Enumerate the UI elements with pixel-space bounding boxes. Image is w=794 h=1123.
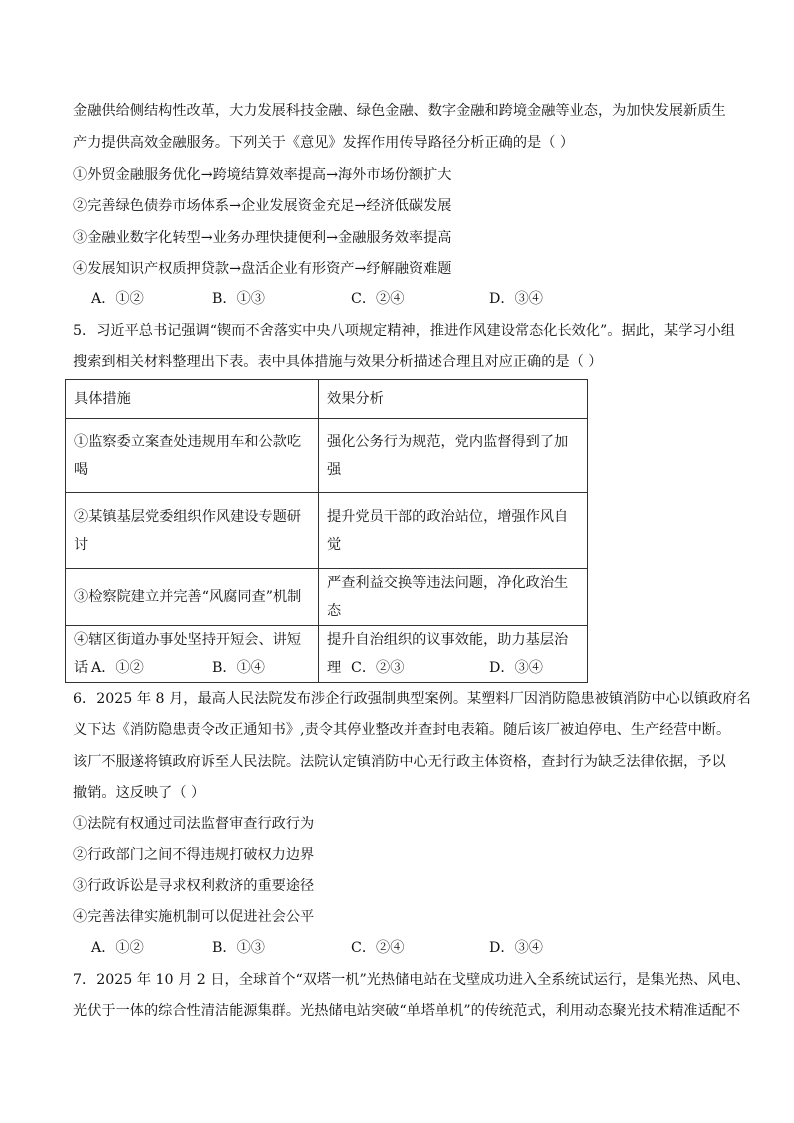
q4-option-a: A．①② — [91, 291, 144, 307]
table-row — [66, 419, 588, 493]
q5-stem-line-1: 5．习近平总书记强调“锲而不舍落实中央八项规定精神，推进作风建设常态化长效化”。据此，某学习小组 — [73, 323, 735, 339]
q4-statement-3: ③金融业数字化转型→业务办理快捷便利→金融服务效率提高 — [73, 230, 452, 246]
q7-stem-line-2: 光伏于一体的综合性清洁能源集群。光热储电站突破“单塔单机”的传统范式，利用动态聚光技术精准适配不 — [73, 1003, 741, 1019]
q4-option-d: D．③④ — [489, 291, 543, 307]
table-header-row — [66, 380, 588, 419]
measure-text: ②某镇基层党委组织作风建设专题研 — [74, 508, 302, 525]
table-cell-measure: ④辖区街道办事处坚持开短会、讲短话 — [66, 626, 319, 683]
q6-option-b: B．①③ — [212, 940, 265, 956]
q6-option-a: A．①② — [91, 940, 144, 956]
table-cell-measure — [66, 419, 319, 493]
measure-text-wrap: 讨 — [74, 536, 89, 553]
q5-option-d: D．③④ — [489, 660, 543, 676]
q6-options — [91, 937, 711, 959]
measure-text: ①监察委立案查处违规用车和公款吃 — [74, 433, 302, 450]
q6-statement-1: ①法院有权通过司法监督审查行政行为 — [73, 816, 315, 832]
q5-option-a: A．①② — [91, 660, 144, 676]
q5-option-b: B．①④ — [212, 660, 265, 676]
table-cell-measure — [66, 493, 319, 569]
q6-stem-line-1: 6．2025 年 8 月，最高人民法院发布涉企行政强制典型案例。某塑料厂因消防隐患被镇消防中心以镇政府名 — [73, 691, 751, 707]
q4-stem-line-1: 金融供给侧结构性改革，大力发展科技金融、绿色金融、数字金融和跨境金融等业态，为加快发展新质生 — [73, 103, 726, 119]
q6-stem-line-3: 该厂不服遂将镇政府诉至人民法院。法院认定镇消防中心无行政主体资格，查封行为缺乏法律依据，予以 — [73, 754, 726, 770]
table-cell-effect: 提升党员干部的政治站位，增强作风自觉 — [319, 493, 588, 569]
q6-option-c: C．②④ — [351, 940, 405, 956]
q6-stem-line-2: 义下达《消防隐患责令改正通知书》,责令其停业整改并查封电表箱。随后该厂被迫停电、生产经营中断。 — [73, 722, 731, 738]
table-row — [66, 569, 588, 626]
q6-statement-3: ③行政诉讼是寻求权利救济的重要途径 — [73, 878, 315, 894]
table-row — [66, 493, 588, 569]
table-cell-measure: ③检察院建立并完善“风腐同查”机制 — [66, 569, 319, 626]
table-cell-effect: 强化公务行为规范，党内监督得到了加强 — [319, 419, 588, 493]
q6-statement-4: ④完善法律实施机制可以促进社会公平 — [73, 909, 315, 925]
table-cell-effect: 提升自治组织的议事效能，助力基层治理 — [319, 626, 588, 683]
q6-option-d: D．③④ — [489, 940, 543, 956]
q4-option-c: C．②④ — [351, 291, 405, 307]
q5-stem-line-2: 搜索到相关材料整理出下表。表中具体措施与效果分析描述合理且对应正确的是（ ） — [73, 354, 603, 370]
q4-statement-1: ①外贸金融服务优化→跨境结算效率提高→海外市场份额扩大 — [73, 167, 452, 183]
q4-stem-line-2: 产力提供高效金融服务。下列关于《意见》发挥作用传导路径分析正确的是（ ） — [73, 135, 575, 151]
table-header-measure: 具体措施 — [66, 380, 319, 419]
q5-options — [91, 657, 711, 679]
measure-text-wrap: 喝 — [74, 461, 89, 478]
q6-stem-line-4: 撤销。这反映了（ ） — [73, 785, 206, 801]
q4-options — [91, 288, 711, 310]
q6-statement-2: ②行政部门之间不得违规打破权力边界 — [73, 847, 315, 863]
q4-statement-2: ②完善绿色债券市场体系→企业发展资金充足→经济低碳发展 — [73, 198, 452, 214]
q4-statement-4: ④发展知识产权质押贷款→盘活企业有形资产→纾解融资难题 — [73, 261, 452, 277]
q5-option-c: C．②③ — [351, 660, 405, 676]
q7-stem-line-1: 7．2025 年 10 月 2 日，全球首个“双塔一机”光热储电站在戈壁成功进入全系统试运行，是集光热、风电、 — [73, 972, 750, 988]
q5-table — [65, 379, 588, 683]
table-cell-effect: 严查利益交换等违法问题，净化政治生态 — [319, 569, 588, 626]
q4-option-b: B．①③ — [212, 291, 265, 307]
table-header-effect: 效果分析 — [319, 380, 588, 419]
